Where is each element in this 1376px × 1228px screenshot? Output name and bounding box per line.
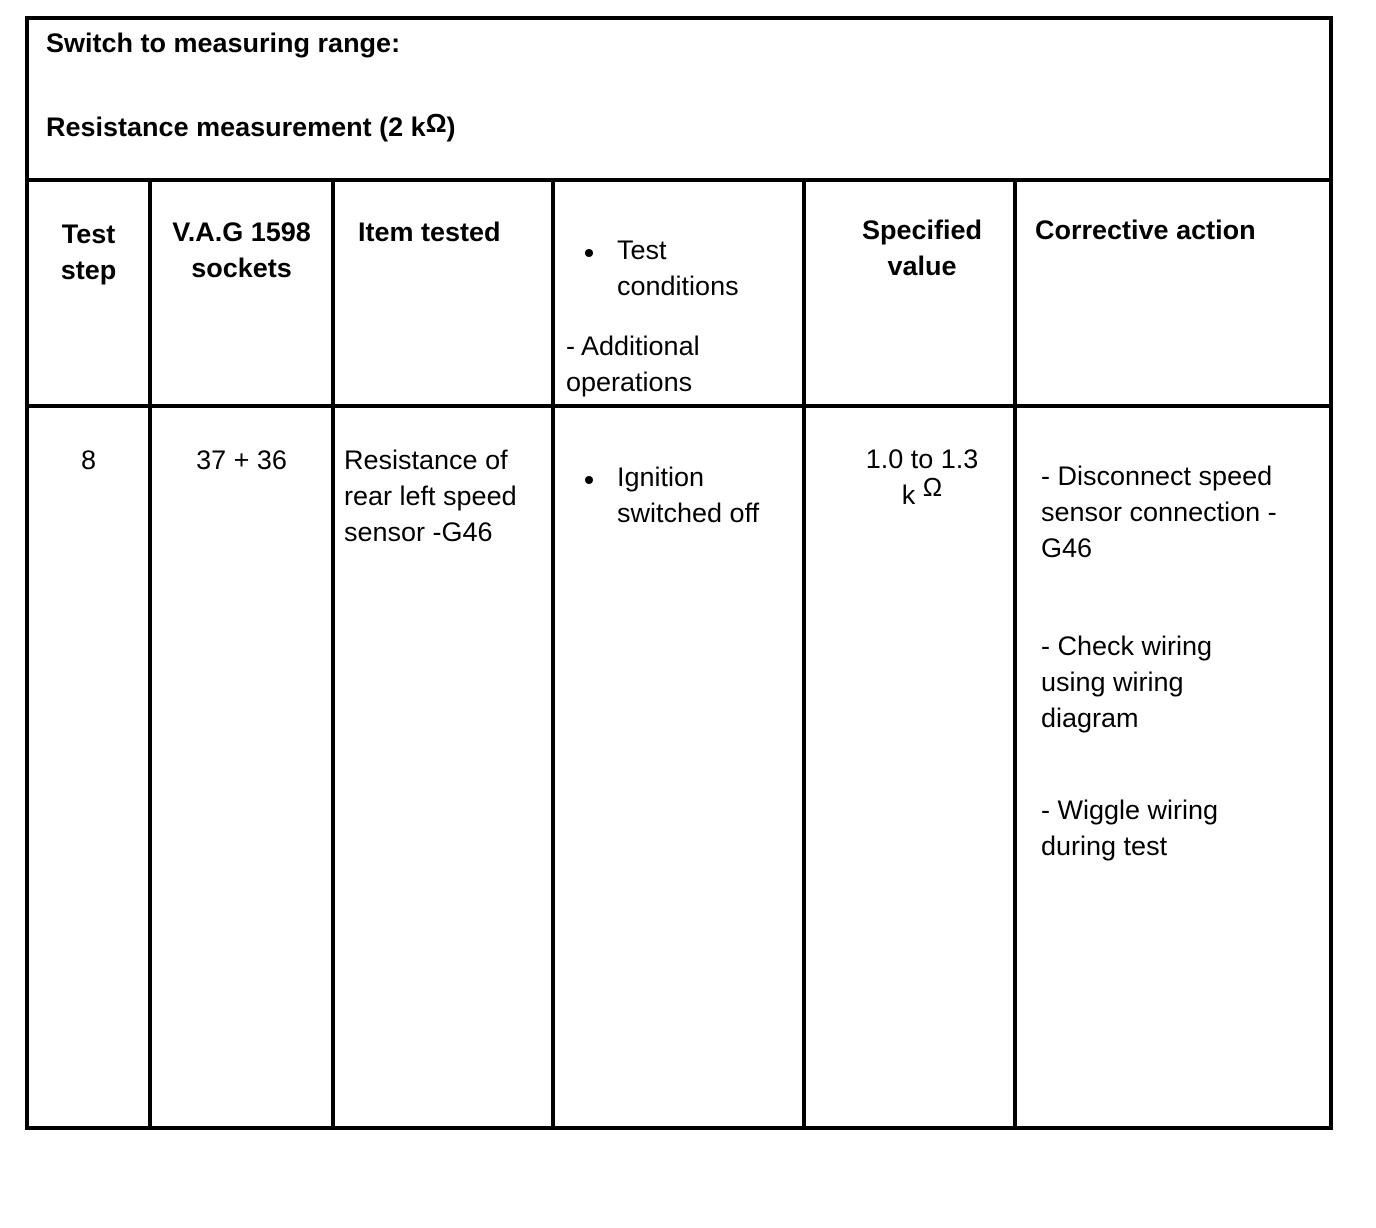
header-sockets-line: sockets: [191, 253, 292, 283]
cell-value-line: 1.0 to 1.3: [865, 444, 979, 474]
header-test-step-line: Test: [61, 219, 116, 249]
omega-symbol: Ω: [425, 108, 447, 138]
header-corrective-action: Corrective action: [1035, 215, 1256, 245]
header-additional-line: - Additional: [566, 331, 700, 361]
header-test-step-line: step: [60, 255, 117, 285]
bullet-icon: [585, 249, 593, 257]
header-conditions-line: conditions: [617, 271, 739, 301]
action-line: - Wiggle wiring: [1041, 795, 1219, 825]
range-resistance-prefix: Resistance measurement (2 k: [46, 112, 426, 142]
cell-condition-line: switched off: [617, 498, 760, 528]
range-resistance: [46, 108, 456, 143]
bullet-icon: [585, 476, 593, 484]
cell-value-k: k: [901, 480, 916, 510]
header-sockets-line: V.A.G 1598: [172, 217, 311, 247]
header-specified-line: value: [887, 251, 957, 281]
header-additional-line: operations: [566, 367, 693, 397]
cell-item-line: rear left speed: [344, 481, 517, 511]
cell-sockets: 37 + 36: [196, 445, 287, 475]
column-divider: [331, 178, 335, 1130]
measuring-range-box: [29, 20, 1329, 182]
column-divider: [1013, 178, 1017, 1130]
header-item-tested: Item tested: [358, 217, 501, 247]
test-table: [25, 16, 1333, 1130]
header-conditions-line: Test: [617, 235, 667, 265]
cell-specified-value: [806, 441, 1038, 513]
header-specified-line: Specified: [861, 215, 983, 245]
cell-item-tested: [344, 442, 517, 550]
action-line: during test: [1041, 831, 1168, 861]
header-test-conditions: [617, 232, 739, 304]
column-divider: [551, 178, 555, 1130]
cell-condition-line: Ignition: [617, 462, 705, 492]
header-test-step: [29, 216, 148, 288]
action-line: diagram: [1041, 703, 1139, 733]
header-divider: [29, 404, 1329, 408]
action-disconnect: [1041, 458, 1277, 566]
action-line: - Disconnect speed: [1041, 461, 1273, 491]
header-additional-operations: [566, 328, 700, 400]
action-check-wiring: [1041, 628, 1277, 736]
range-resistance-suffix: ): [446, 112, 456, 142]
action-wiggle-wiring: [1041, 792, 1277, 864]
omega-symbol: Ω: [922, 472, 943, 502]
cell-item-line: Resistance of: [344, 445, 508, 475]
header-sockets: [152, 214, 331, 286]
action-line: using wiring: [1041, 667, 1184, 697]
cell-test-step: 8: [80, 445, 97, 475]
action-line: G46: [1041, 533, 1093, 563]
column-divider: [148, 178, 152, 1130]
cell-corrective-action: [1041, 458, 1277, 864]
range-heading: Switch to measuring range:: [46, 28, 401, 58]
header-specified-value: [806, 212, 1038, 284]
cell-value-unit: [806, 472, 1038, 513]
cell-item-line: sensor -G46: [344, 517, 493, 547]
action-line: - Check wiring: [1041, 631, 1213, 661]
cell-condition: [617, 459, 759, 531]
action-line: sensor connection -: [1041, 497, 1277, 527]
column-divider: [802, 178, 806, 1130]
